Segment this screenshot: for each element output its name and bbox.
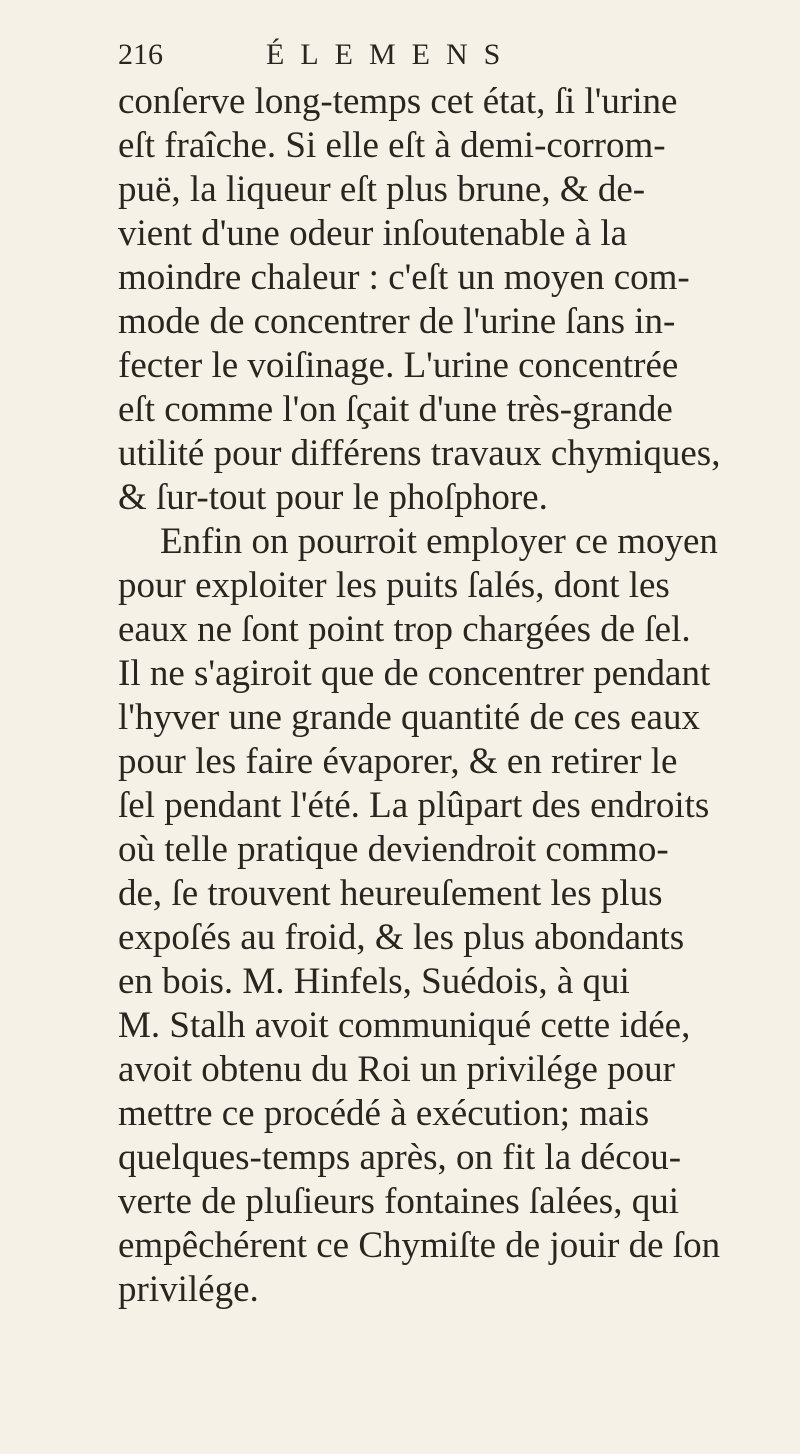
text-line: ſel pendant l'été. La plûpart des endroits [118,785,710,826]
text-line: où telle pratique deviendroit commo- [118,829,669,870]
text-line: empêchérent ce Chymiſte de jouir de ſon [118,1225,721,1266]
text-line: utilité pour différens travaux chymiques, [118,433,721,474]
text-line: eaux ne ſont point trop chargées de ſel. [118,609,691,650]
text-line: eſt comme l'on ſçait d'une très-grande [118,389,673,430]
text-line: M. Stalh avoit communiqué cette idée, [118,1005,691,1046]
text-line: mode de concentrer de l'urine ſans in- [118,301,676,342]
text-line: moindre chaleur : c'eſt un moyen com- [118,257,690,298]
text-line: quelques-temps après, on fit la décou- [118,1137,682,1178]
running-head: ÉLEMENS [266,38,517,71]
text-line: pour exploiter les puits ſalés, dont les [118,565,670,606]
text-line: Il ne s'agiroit que de concentrer pendant [118,653,711,694]
text-line: & ſur-tout pour le phoſphore. [118,477,548,518]
text-line: l'hyver une grande quantité de ces eaux [118,697,700,738]
text-line: conſerve long-temps cet état, ſi l'urine [118,81,678,122]
page-number: 216 [118,38,163,71]
text-line: en bois. M. Hinfels, Suédois, à qui [118,961,630,1002]
paragraph-start-line: Enfin on pourroit employer ce moyen [160,521,718,562]
text-line: puë, la liqueur eſt plus brune, & de- [118,169,646,210]
text-line: fecter le voiſinage. L'urine concentrée [118,345,679,386]
text-line: privilége. [118,1269,259,1310]
text-line: avoit obtenu du Roi un privilége pour [118,1049,675,1090]
text-line: mettre ce procédé à exécution; mais [118,1093,650,1134]
text-line: verte de pluſieurs fontaines ſalées, qui [118,1181,679,1222]
text-line: vient d'une odeur inſoutenable à la [118,213,628,254]
text-line: pour les faire évaporer, & en retirer le [118,741,678,782]
text-line: expoſés au froid, & les plus abondants [118,917,685,958]
text-line: de, ſe trouvent heureuſement les plus [118,873,663,914]
text-line: eſt fraîche. Si elle eſt à demi-corrom- [118,125,666,166]
body-text [118,80,758,1312]
